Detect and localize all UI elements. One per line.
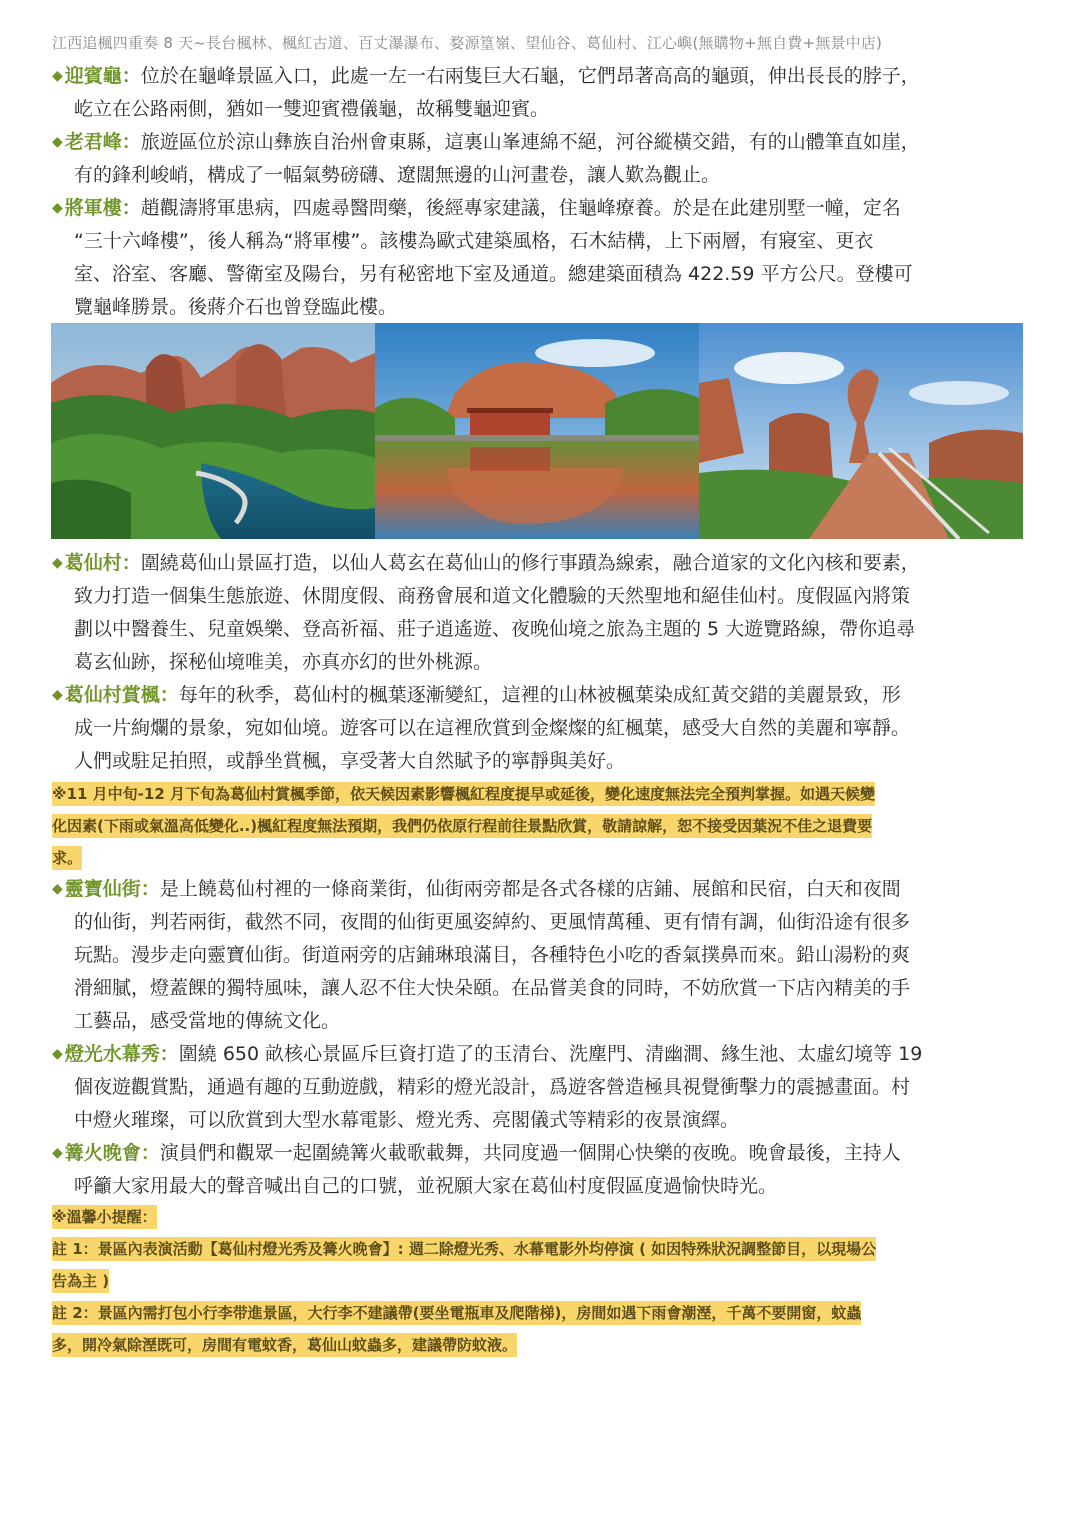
photo-red-house-reflection — [375, 323, 699, 539]
warm-reminder-notice — [52, 1201, 1030, 1361]
item-text: 演員們和觀眾一起圍繞篝火載歌載舞，共同度過一個開心快樂的夜晚。晚會最後，主持人 — [159, 1142, 901, 1164]
notice-line: ※11 月中旬-12 月下旬為葛仙村賞楓季節，依天候因素影響楓紅程度提早或延後，變化速度無法完全預判掌握。如遇天候變 — [52, 782, 875, 806]
photo-strip — [51, 323, 1023, 539]
item-text: 覽龜峰勝景。後蔣介石也曾登臨此樓。 — [74, 296, 398, 318]
diamond-bullet-icon: ◆ — [52, 200, 63, 216]
item-gexiancun — [52, 547, 1030, 679]
section-mid — [52, 547, 1030, 778]
item-text: 致力打造一個集生態旅遊、休閒度假、商務會展和道文化體驗的天然聖地和絕佳仙村。度假區內將策 — [74, 585, 911, 607]
item-text: 每年的秋季，葛仙村的楓葉逐漸變紅，這裡的山林被楓葉染成紅黃交錯的美麗景致，形 — [178, 684, 901, 706]
item-lingbao-street — [52, 873, 1030, 1038]
item-text: 有的鋒利峻峭，構成了一幅氣勢磅礴、遼闊無邊的山河畫卷，讓人歎為觀止。 — [74, 164, 721, 186]
notice-line: 告為主 ) — [52, 1269, 109, 1293]
notice-line: 註 1：景區內表演活動【葛仙村燈光秀及篝火晚會】: 週二除燈光秀、水幕電影外均停演 ( 如因特殊狀況調整節目，以現場公 — [52, 1237, 876, 1261]
item-term: 燈光水幕秀： — [64, 1043, 179, 1065]
diamond-bullet-icon: ◆ — [52, 134, 63, 150]
item-text: 的仙街，判若兩街，截然不同，夜間的仙街更風姿綽約、更風情萬種、更有情有調，仙街沿途有很多 — [74, 911, 911, 933]
item-gexiancun-maple — [52, 679, 1030, 778]
diamond-bullet-icon: ◆ — [52, 687, 63, 703]
notice-line: 多，開冷氣除溼既可，房間有電蚊香，葛仙山蚊蟲多，建議帶防蚊液。 — [52, 1333, 517, 1357]
item-text: 屹立在公路兩側，猶如一雙迎賓禮儀龜，故稱雙龜迎賓。 — [74, 98, 550, 120]
item-text: 工藝品，感受當地的傳統文化。 — [74, 1010, 341, 1032]
item-text: 成一片絢爛的景象，宛如仙境。遊客可以在這裡欣賞到金燦燦的紅楓葉，感受大自然的美麗和寧靜。 — [74, 717, 911, 739]
diamond-bullet-icon: ◆ — [52, 881, 63, 897]
rock-walkway-image — [699, 323, 1023, 539]
item-term: 迎賓龜： — [64, 65, 141, 87]
item-term: 葛仙村賞楓： — [64, 684, 179, 706]
item-term: 葛仙村： — [64, 552, 141, 574]
item-bonfire-party — [52, 1137, 1030, 1203]
item-text: 劃以中醫養生、兒童娛樂、登高祈福、莊子逍遙遊、夜晚仙境之旅為主題的 5 大遊覽路線，帶你追尋 — [74, 618, 916, 640]
diamond-bullet-icon: ◆ — [52, 555, 63, 571]
mountain-lake-image — [51, 323, 375, 539]
item-text: 趙觀濤將軍患病，四處尋醫問藥，後經專家建議，住龜峰療養。於是在此建別墅一幢，定名 — [140, 197, 901, 219]
notice-line: ※溫馨小提醒： — [52, 1205, 157, 1229]
photo-rock-walkway — [699, 323, 1023, 539]
notice-line: 註 2：景區內需打包小行李带進景區，大行李不建議帶(要坐電瓶車及爬階梯)，房間如遇下雨會潮溼，千萬不要開窗，蚊蟲 — [52, 1301, 861, 1325]
item-yingbingui — [52, 60, 1030, 126]
diamond-bullet-icon: ◆ — [52, 1046, 63, 1062]
maple-season-notice — [52, 778, 1030, 874]
notice-line: 求。 — [52, 846, 82, 870]
item-term: 老君峰： — [64, 131, 141, 153]
item-jiangjunlou — [52, 192, 1030, 324]
item-text: 呼籲大家用最大的聲音喊出自己的口號，並祝願大家在葛仙村度假區度過愉快時光。 — [74, 1175, 778, 1197]
notice-line: 化因素(下雨或氣溫高低變化..)楓紅程度無法預期，我們仍依原行程前往景點欣賞，敬請諒解，恕不接受因葉況不佳之退費要 — [52, 814, 872, 838]
item-text: 旅遊區位於涼山彝族自治州會東縣，這裏山峯連綿不絕，河谷縱橫交錯，有的山體筆直如崖， — [140, 131, 920, 153]
photo-mountain-lake — [51, 323, 375, 539]
item-text: 玩點。漫步走向靈寶仙街。街道兩旁的店鋪琳琅滿目，各種特色小吃的香氣撲鼻而來。鉛山湯粉的爽 — [74, 944, 911, 966]
item-text: 葛玄仙跡，探秘仙境唯美，亦真亦幻的世外桃源。 — [74, 651, 493, 673]
item-text: 是上饒葛仙村裡的一條商業街，仙街兩旁都是各式各樣的店鋪、展館和民宿，白天和夜間 — [159, 878, 901, 900]
red-house-image — [375, 323, 699, 539]
item-text: 個夜遊觀賞點，通過有趣的互動遊戲，精彩的燈光設計，爲遊客營造極具視覺衝擊力的震撼畫面。村 — [74, 1076, 911, 1098]
item-text: 圍繞葛仙山景區打造，以仙人葛玄在葛仙山的修行事蹟為線索，融合道家的文化內核和要素， — [140, 552, 920, 574]
section-top — [52, 60, 1030, 324]
item-term: 將軍樓： — [64, 197, 141, 219]
diamond-bullet-icon: ◆ — [52, 1145, 63, 1161]
item-text: 位於在龜峰景區入口，此處一左一右兩隻巨大石龜，它們昂著高高的龜頭，伸出長長的脖子， — [140, 65, 920, 87]
page-header: 江西追楓四重奏 8 天~長台楓林、楓紅古道、百丈瀑瀑布、婺源篁嶺、望仙谷、葛仙村、江心嶼(無購物+無自費+無景中店) — [52, 34, 883, 52]
item-text: 人們或駐足拍照，或靜坐賞楓，享受著大自然賦予的寧靜與美好。 — [74, 750, 626, 772]
diamond-bullet-icon: ◆ — [52, 68, 63, 84]
item-text: 滑細膩，燈蓋餜的獨特風味，讓人忍不住大快朵頤。在品嘗美食的同時，不妨欣賞一下店內精美的手 — [74, 977, 911, 999]
item-laojunfeng — [52, 126, 1030, 192]
item-term: 靈寶仙街： — [64, 878, 160, 900]
item-text: 中燈火璀璨，可以欣賞到大型水幕電影、燈光秀、亮閣儀式等精彩的夜景演繹。 — [74, 1109, 740, 1131]
item-text: 室、浴室、客廳、警衛室及陽台，另有秘密地下室及通道。總建築面積為 422.59 平方公尺。登樓可 — [74, 263, 913, 285]
item-text: “三十六峰樓”，後人稱為“將軍樓”。該樓為歐式建築風格，石木結構，上下兩層，有寢室、更衣 — [74, 230, 874, 252]
item-term: 篝火晚會： — [64, 1142, 160, 1164]
section-bottom — [52, 873, 1030, 1203]
item-text: 圍繞 650 畝核心景區斥巨資打造了的玉清台、洗塵門、清幽澗、緣生池、太虛幻境等 19 — [178, 1043, 923, 1065]
item-light-water-show — [52, 1038, 1030, 1137]
